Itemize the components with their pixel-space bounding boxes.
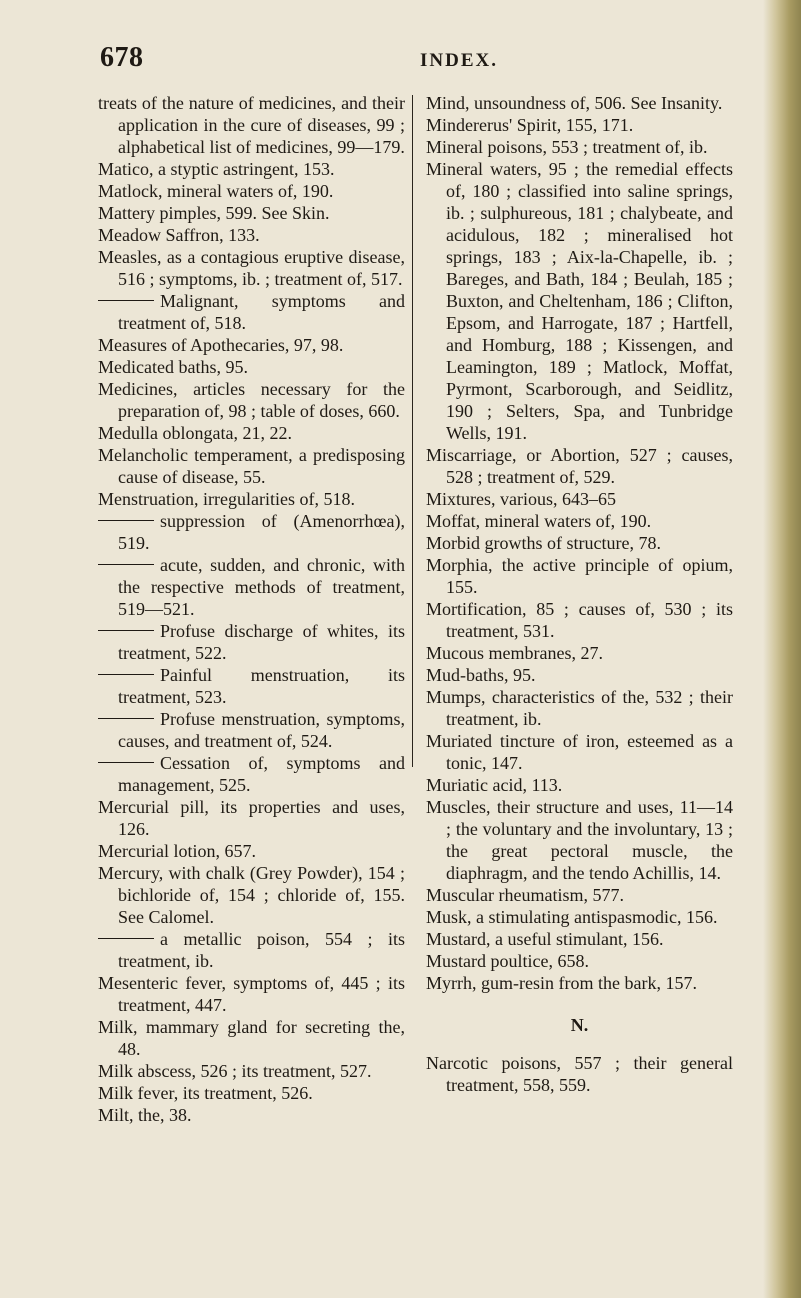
entry-text: Mumps, characteristics of the, 532 ; their treatment, ib. (426, 687, 733, 729)
right-column (426, 92, 733, 1096)
entry-text: Mercury, with chalk (Grey Powder), 154 ; bichloride of, 154 ; chloride of, 155. See Calomel. (98, 863, 405, 927)
index-subentry (98, 510, 405, 554)
entry-text: Morphia, the active principle of opium, 155. (426, 555, 733, 597)
entry-text: Medulla oblongata, 21, 22. (98, 423, 292, 443)
index-entry (426, 444, 733, 488)
index-entry (426, 950, 733, 972)
entry-text: Medicines, articles necessary for the preparation of, 98 ; table of doses, 660. (98, 379, 405, 421)
ditto-dash (98, 718, 154, 719)
running-head: INDEX. (420, 50, 498, 71)
index-entry (426, 906, 733, 928)
index-subentry (98, 708, 405, 752)
entry-text: Muriated tincture of iron, esteemed as a tonic, 147. (426, 731, 733, 773)
section-heading: N. (570, 1015, 589, 1035)
index-entry (98, 378, 405, 422)
index-entry (426, 884, 733, 906)
entry-text: Mineral waters, 95 ; the remedial effects of, 180 ; classified into saline springs, ib. ; sulphureous, 181 ; chalybeate, and acidulous, 182 ; mineralised hot springs, 183 ; Aix-la-Chapelle, ib. ; Bareges, and Bath, 184 ; Beulah, 185 ; Buxton, and Cheltenham, 186 ; Clifton, Epsom, and Harrogate, 187 ; Hartfell, and Homburg, 188 ; Kissengen, and Leamington, 189 ; Matlock, Moffat, Pyrmont, Scarborough, and Seidlitz, 190 ; Selters, Spa, and Tunbridge Wells, 191. (426, 159, 733, 443)
index-entry (426, 1052, 733, 1096)
index-entry (98, 796, 405, 840)
index-entry (426, 686, 733, 730)
index-entry (98, 92, 405, 158)
page-number: 678 (100, 42, 144, 73)
entry-text: Mineral poisons, 553 ; treatment of, ib. (426, 137, 708, 157)
entry-text: Matlock, mineral waters of, 190. (98, 181, 334, 201)
index-subentry (98, 752, 405, 796)
entry-text: suppression of (Amenorrhœa), 519. (118, 511, 405, 553)
page-header (100, 42, 740, 82)
entry-text: Morbid growths of structure, 78. (426, 533, 661, 553)
entry-text: Malignant, symptoms and treatment of, 518. (118, 291, 405, 333)
index-entry (426, 92, 733, 114)
index-entry (426, 664, 733, 686)
index-entry (98, 1016, 405, 1060)
index-entry (98, 334, 405, 356)
ditto-dash (98, 674, 154, 675)
ditto-dash (98, 520, 154, 521)
column-divider (412, 95, 413, 767)
ditto-dash (98, 630, 154, 631)
entry-text: Muscles, their structure and uses, 11—14 ; the voluntary and the involuntary, 13 ; the great pectoral muscle, the diaphragm, and the tendo Achillis, 14. (426, 797, 733, 883)
entry-text: Mattery pimples, 599. See Skin. (98, 203, 330, 223)
entry-text: Mesenteric fever, symptoms of, 445 ; its treatment, 447. (98, 973, 405, 1015)
index-entry (98, 1060, 405, 1082)
index-subentry (98, 620, 405, 664)
index-entry (426, 928, 733, 950)
index-subentry (98, 928, 405, 972)
entry-text: Milk abscess, 526 ; its treatment, 527. (98, 1061, 372, 1081)
entry-text: Measures of Apothecaries, 97, 98. (98, 335, 344, 355)
index-entry (98, 180, 405, 202)
entry-text: Mercurial lotion, 657. (98, 841, 256, 861)
entry-text: Meadow Saffron, 133. (98, 225, 260, 245)
index-entry (98, 422, 405, 444)
index-entry (98, 972, 405, 1016)
index-entry (98, 1082, 405, 1104)
ditto-dash (98, 762, 154, 763)
index-entry (426, 774, 733, 796)
entry-text: Musk, a stimulating antispasmodic, 156. (426, 907, 718, 927)
entry-text: Mustard, a useful stimulant, 156. (426, 929, 664, 949)
entry-text: Painful menstruation, its treatment, 523. (118, 665, 405, 707)
page-edge (763, 0, 801, 1298)
index-entry (426, 730, 733, 774)
entry-text: Miscarriage, or Abortion, 527 ; causes, 528 ; treatment of, 529. (426, 445, 733, 487)
index-entry (426, 114, 733, 136)
entry-text: Menstruation, irregularities of, 518. (98, 489, 355, 509)
index-entry (98, 1104, 405, 1126)
entry-text: Moffat, mineral waters of, 190. (426, 511, 652, 531)
index-entry (98, 862, 405, 928)
index-entry (426, 796, 733, 884)
entry-text: Mortification, 85 ; causes of, 530 ; its treatment, 531. (426, 599, 733, 641)
ditto-dash (98, 938, 154, 939)
index-entry (426, 488, 733, 510)
index-subentry (98, 290, 405, 334)
index-entry (426, 598, 733, 642)
entry-text: Milk, mammary gland for secreting the, 48. (98, 1017, 405, 1059)
index-entry (426, 642, 733, 664)
entry-text: Myrrh, gum-resin from the bark, 157. (426, 973, 697, 993)
entry-text: Profuse menstruation, symptoms, causes, and treatment of, 524. (118, 709, 405, 751)
index-entry (98, 158, 405, 180)
index-entry (426, 554, 733, 598)
entry-text: Mixtures, various, 643–65 (426, 489, 616, 509)
index-subentry (98, 664, 405, 708)
entry-text: Mindererus' Spirit, 155, 171. (426, 115, 634, 135)
entry-text: Milt, the, 38. (98, 1105, 192, 1125)
index-entry (98, 356, 405, 378)
ditto-dash (98, 564, 154, 565)
entry-text: Cessation of, symptoms and management, 525. (118, 753, 405, 795)
left-column (98, 92, 405, 1126)
index-entry (98, 840, 405, 862)
index-entry (426, 532, 733, 554)
index-entry (426, 510, 733, 532)
index-entry (426, 972, 733, 994)
index-entry (426, 158, 733, 444)
index-subentry (98, 554, 405, 620)
index-entry (426, 136, 733, 158)
entry-text: Narcotic poisons, 557 ; their general treatment, 558, 559. (426, 1053, 733, 1095)
entry-text: Measles, as a contagious eruptive disease, 516 ; symptoms, ib. ; treatment of, 517. (98, 247, 405, 289)
index-entry (98, 224, 405, 246)
entry-text: Mercurial pill, its properties and uses, 126. (98, 797, 405, 839)
entry-text: Matico, a styptic astringent, 153. (98, 159, 335, 179)
entry-text: Melancholic temperament, a predisposing cause of disease, 55. (98, 445, 405, 487)
entry-text: Milk fever, its treatment, 526. (98, 1083, 313, 1103)
entry-text: a metallic poison, 554 ; its treatment, ib. (118, 929, 405, 971)
entry-text: Profuse discharge of whites, its treatment, 522. (118, 621, 405, 663)
index-entry (98, 488, 405, 510)
entry-text: treats of the nature of medicines, and their application in the cure of diseases, 99 ; alphabetical list of medicines, 99—179. (98, 93, 405, 157)
entry-text: Mud-baths, 95. (426, 665, 536, 685)
entry-text: Mind, unsoundness of, 506. See Insanity. (426, 93, 723, 113)
entry-text: Mustard poultice, 658. (426, 951, 589, 971)
entry-text: Medicated baths, 95. (98, 357, 248, 377)
entry-text: Mucous membranes, 27. (426, 643, 603, 663)
index-entry (98, 246, 405, 290)
index-entry (98, 202, 405, 224)
index-entry (98, 444, 405, 488)
entry-text: Muriatic acid, 113. (426, 775, 563, 795)
entry-text: acute, sudden, and chronic, with the respective methods of treatment, 519—521. (118, 555, 405, 619)
entry-text: Muscular rheumatism, 577. (426, 885, 624, 905)
ditto-dash (98, 300, 154, 301)
